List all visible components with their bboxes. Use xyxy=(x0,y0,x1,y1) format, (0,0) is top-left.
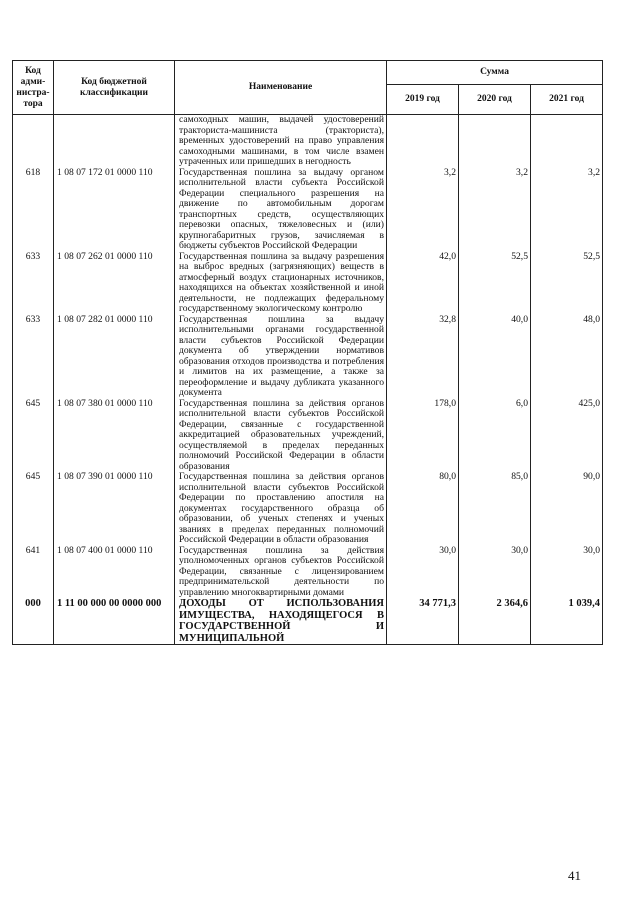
value-2019-cell xyxy=(387,115,459,168)
value-2020-cell: 52,5 xyxy=(459,252,531,315)
value-2021-cell: 52,5 xyxy=(531,252,603,315)
table-row-total xyxy=(13,598,603,645)
value-2020-cell xyxy=(459,115,531,168)
name-cell: Государственная пошлина за выдачу разрешения на выброс вредных (загрязняющих) веществ в атмосферный воздух стационарных источников, находящихся на объектах хозяйственной и иной деятельности, не подлежащих федеральному государственному экологическому контролю xyxy=(175,252,387,315)
header-year-2019: 2019 год xyxy=(387,85,459,115)
header-budget-code: Код бюджетной классификации xyxy=(54,61,175,115)
value-2020-cell: 6,0 xyxy=(459,399,531,473)
header-name: Наименование xyxy=(175,61,387,115)
admin-code-cell: 641 xyxy=(13,546,54,599)
value-2019-cell: 178,0 xyxy=(387,399,459,473)
value-2020-cell: 3,2 xyxy=(459,168,531,252)
name-cell: Государственная пошлина за действия органов исполнительной власти субъектов Российской Федерации по проставлению апостиля на документах государственного образца об образовании, об ученых степенях и ученых званиях в пределах переданных полномочий Российской Федерации в области образования xyxy=(175,472,387,546)
name-cell: Государственная пошлина за действия органов исполнительной власти субъектов Российской Федерации, связанные с государственной аккредитацией образовательных учреждений, осуществляемой в пределах переданных полномочий Российской Федерации в области образования xyxy=(175,399,387,473)
value-2020-cell: 40,0 xyxy=(459,315,531,399)
admin-code-cell: 645 xyxy=(13,399,54,473)
value-2021-cell: 425,0 xyxy=(531,399,603,473)
admin-code-cell: 633 xyxy=(13,252,54,315)
budget-code-cell: 1 08 07 282 01 0000 110 xyxy=(54,315,175,399)
admin-code-cell: 633 xyxy=(13,315,54,399)
admin-code-cell: 000 xyxy=(13,598,54,645)
budget-code-cell: 1 08 07 262 01 0000 110 xyxy=(54,252,175,315)
table-row xyxy=(13,399,603,473)
header-admin-code: Код адми-нистра-тора xyxy=(13,61,54,115)
table-row xyxy=(13,472,603,546)
table-row xyxy=(13,252,603,315)
name-cell: Государственная пошлина за выдачу исполнительными органами государственной власти субъектов Российской Федерации документа об утверждении нормативов образования отходов производства и потребления и лимитов на их размещение, а также за переоформление и выдачу дубликата указанного документа xyxy=(175,315,387,399)
value-2021-cell: 1 039,4 xyxy=(531,598,603,645)
name-cell: ДОХОДЫ ОТ ИСПОЛЬЗОВАНИЯ ИМУЩЕСТВА, НАХОДЯЩЕГОСЯ В ГОСУДАРСТВЕННОЙ И МУНИЦИПАЛЬНОЙ xyxy=(175,598,387,645)
budget-code-cell: 1 08 07 400 01 0000 110 xyxy=(54,546,175,599)
table-row xyxy=(13,546,603,599)
value-2019-cell: 30,0 xyxy=(387,546,459,599)
name-cell: Государственная пошлина за действия уполномоченных органов субъектов Российской Федерации, связанные с лицензированием предпринимательской деятельности по управлению многоквартирными домами xyxy=(175,546,387,599)
value-2021-cell xyxy=(531,115,603,168)
value-2021-cell: 3,2 xyxy=(531,168,603,252)
value-2021-cell: 30,0 xyxy=(531,546,603,599)
admin-code-cell: 618 xyxy=(13,168,54,252)
admin-code-cell: 645 xyxy=(13,472,54,546)
budget-code-cell: 1 11 00 000 00 0000 000 xyxy=(54,598,175,645)
budget-code-cell xyxy=(54,115,175,168)
budget-code-cell: 1 08 07 390 01 0000 110 xyxy=(54,472,175,546)
value-2019-cell: 80,0 xyxy=(387,472,459,546)
table-row xyxy=(13,115,603,168)
value-2020-cell: 85,0 xyxy=(459,472,531,546)
value-2020-cell: 2 364,6 xyxy=(459,598,531,645)
value-2021-cell: 48,0 xyxy=(531,315,603,399)
value-2019-cell: 42,0 xyxy=(387,252,459,315)
header-sum: Сумма xyxy=(387,61,603,85)
table-row xyxy=(13,315,603,399)
budget-code-cell: 1 08 07 380 01 0000 110 xyxy=(54,399,175,473)
admin-code-cell xyxy=(13,115,54,168)
value-2019-cell: 3,2 xyxy=(387,168,459,252)
header-year-2020: 2020 год xyxy=(459,85,531,115)
budget-table xyxy=(12,60,603,645)
table-header xyxy=(13,61,603,115)
name-cell: самоходных машин, выдачей удостоверений тракториста-машиниста (тракториста), временных удостоверений на право управления самоходными машинами, в том числе взамен утраченных или пришедших в негодность xyxy=(175,115,387,168)
header-year-2021: 2021 год xyxy=(531,85,603,115)
value-2020-cell: 30,0 xyxy=(459,546,531,599)
table-row xyxy=(13,168,603,252)
page-number: 41 xyxy=(568,868,581,883)
value-2019-cell: 32,8 xyxy=(387,315,459,399)
name-cell: Государственная пошлина за выдачу органом исполнительной власти субъекта Российской Федерации специального разрешения на движение по автомобильным дорогам транспортных средств, осуществляющих перевозки опасных, тяжеловесных и (или) крупногабаритных грузов, зачисляемая в бюджеты субъектов Российской Федерации xyxy=(175,168,387,252)
value-2019-cell: 34 771,3 xyxy=(387,598,459,645)
value-2021-cell: 90,0 xyxy=(531,472,603,546)
budget-code-cell: 1 08 07 172 01 0000 110 xyxy=(54,168,175,252)
